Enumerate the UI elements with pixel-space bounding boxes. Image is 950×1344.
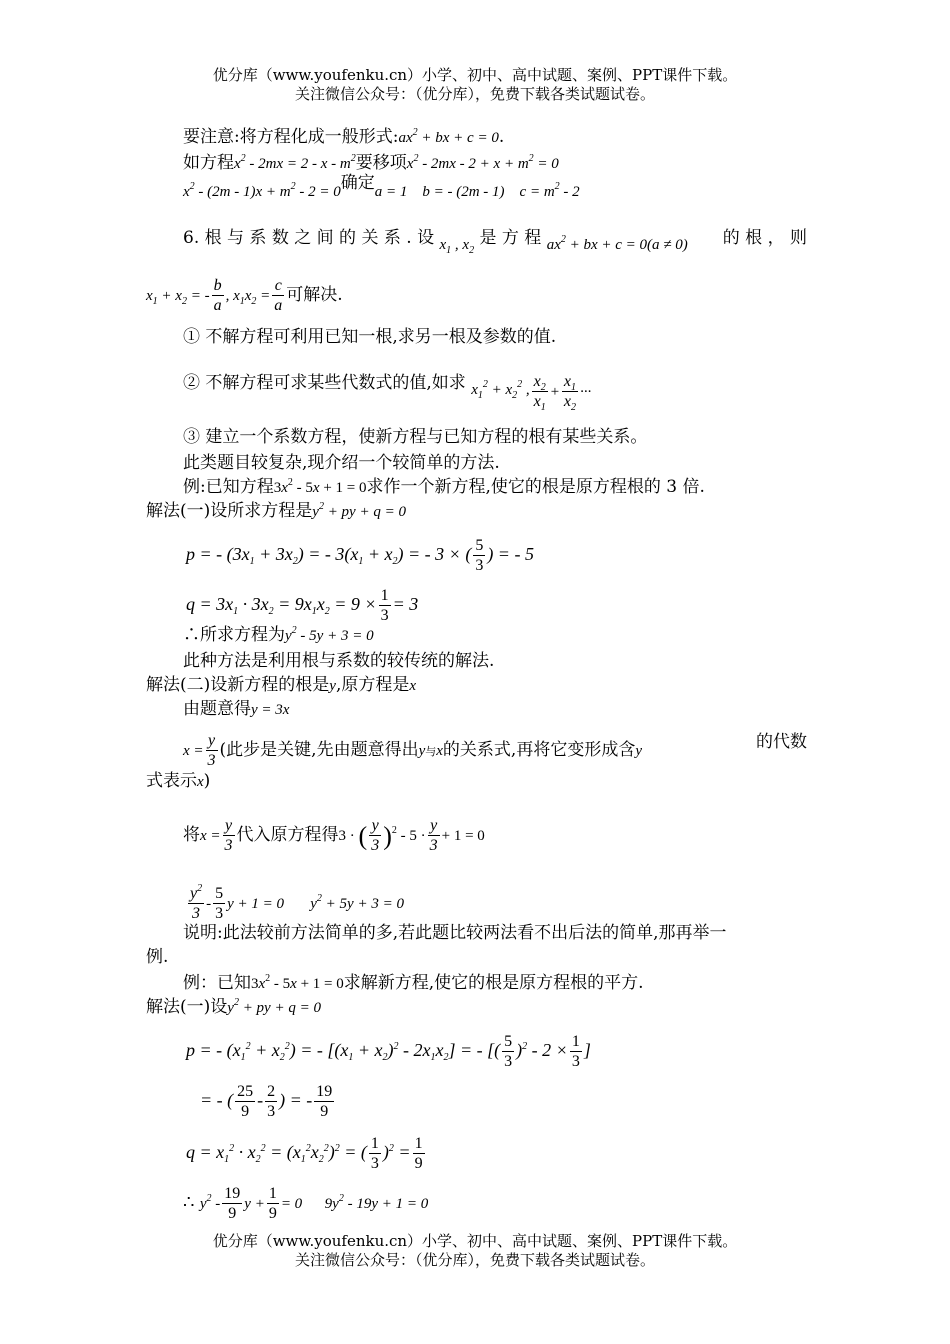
fraction: $\frac{19}{9}$ — [316, 1083, 333, 1120]
fraction: $\frac{b}{a}$ — [213, 277, 222, 314]
header-line-2: 关注微信公众号：（优分库），免费下载各类试题试卷。 — [294, 85, 655, 103]
formula: $y^2$ + py + q = 0 — [312, 501, 406, 520]
line-example-word: 例. — [146, 947, 169, 967]
formula: $q = 3x_1 \cdot 3x_2 = 9x_1x_2 = 9$ × — [186, 594, 377, 617]
formula: $x^2 - 2mx - 2 + x + m^2 = 0$ — [406, 153, 559, 172]
formula: $y^2 - 5y + 3 = 0$ — [285, 625, 374, 644]
header-line-1: 优分库（www.youfenku.cn）小学、初中、高中试题、案例、PPT课件下载。 — [212, 66, 738, 84]
formula: p = - $(3x_1 + 3x_2)$ = - $3(x_1 + x_2)$ = - 3 × ( — [186, 544, 472, 567]
formula: $y^2$ - — [199, 1193, 221, 1212]
fraction: $\frac{25}{9}$ — [237, 1083, 254, 1120]
formula: )$^2$ - 2 × — [516, 1040, 568, 1060]
line-example-equation: 如方程$x^2 - 2mx = 2 - x - m^2$要移项$x^2 - 2mx - 2 + x + m^2 = 0$ — [183, 153, 559, 173]
footer-line-1: 优分库（www.youfenku.cn）小学、初中、高中试题、案例、PPT课件下载。 — [212, 1232, 738, 1250]
fraction: $\frac{y}{3}$ — [224, 817, 233, 854]
fraction: $\frac{1}{9}$ — [268, 1185, 277, 1222]
line-result-1: ∴所求方程为$y^2 - 5y + 3 = 0$ — [183, 625, 374, 645]
footer-line-2: 关注微信公众号：（优分库），免费下载各类试题试卷。 — [294, 1251, 655, 1269]
formula: a = 1 b = - (2m - 1) $c = m^2 - 2$ — [374, 181, 580, 200]
page-footer — [0, 1232, 950, 1270]
formula: $x^2 - (2m - 1)x + m^2 - 2 = 0$ — [183, 181, 341, 200]
line-point-2: ② 不解方程可求某些代数式的值,如求 $x_1^2 + x_2^2$ , $\frac{x_2}{x_1}$ + $\frac{x_1}{x_2}$ ··· — [183, 373, 592, 413]
fraction: $\frac{1}{3}$ — [370, 1135, 379, 1172]
line-y-equals: 由题意得y = 3x — [183, 699, 290, 719]
formula: $x_1$ , $x_2$ — [439, 237, 475, 256]
formula: y + 1 = 0 $y^2 + 5y + 3 = 0$ — [227, 893, 404, 912]
line-solution-3: 解法(一)设$y^2$ + py + q = 0 — [146, 997, 321, 1017]
formula: $x_1 + x_2$ = - — [146, 288, 210, 307]
line-p-result-2: = - ( $\frac{25}{9}$ - $\frac{2}{3}$ ) = - $\frac{19}{9}$ — [200, 1083, 333, 1120]
fraction: $\frac{x_1}{x_2}$ — [563, 373, 577, 413]
formula: ) = - 5 — [487, 544, 534, 564]
fraction: $\frac{5}{3}$ — [475, 537, 484, 574]
line-q-calc — [186, 586, 418, 625]
line-p-calc — [186, 536, 534, 575]
line-express-x: 式表示x) — [146, 771, 211, 791]
formula: $ax^2$ + bx + c = 0(a ≠ 0) — [546, 234, 688, 253]
formula: $x_1^2 + x_2^2$ , — [471, 379, 530, 401]
formula: + 1 = 0 — [441, 828, 485, 844]
line-simplified: $\frac{y^2}{3}$ - $\frac{5}{3}$ y + 1 = 0 $y^2 + 5y + 3 = 0$ — [190, 883, 404, 922]
formula: x = — [200, 828, 221, 844]
line-point-1: ① 不解方程可利用已知一根,求另一根及参数的值. — [183, 327, 557, 347]
line-point-3: ③ 建立一个系数方程，使新方程与已知方程的根有某些关系。 — [183, 427, 648, 447]
line-explanation: 说明:此法较前方法简单的多,若此题比较两法看不出后法的简单,那再举一 — [183, 923, 727, 943]
line-p-calc-2: p = - $(x_1^2 + x_2^2)$ = - $[(x_1 + x_2)^2 - 2x_1x_2]$ = - [( $\frac{5}{3}$ )$^2$ - 2 × $\frac{1}{3}$ ] — [186, 1033, 591, 1070]
fraction: $\frac{y}{3}$ — [207, 732, 216, 769]
formula: = 3 — [392, 594, 419, 614]
formula: + — [549, 384, 560, 400]
fraction: $\frac{x_2}{x_1}$ — [533, 373, 546, 413]
fraction: $\frac{c}{a}$ — [274, 277, 283, 314]
formula: )$^2$ - 5 · — [383, 821, 426, 851]
formula: y = 3x — [251, 702, 290, 718]
fraction: $\frac{y}{3}$ — [371, 817, 380, 854]
fraction: $\frac{y}{3}$ — [429, 817, 438, 854]
line-x-equals: x = $\frac{y}{3}$ (此步是关键,先由题意得出y与x的关系式,再将它变形成含y 的代数 — [183, 732, 807, 769]
line-q-calc-2: $q = x_1^2 \cdot x_2^2 = (x_1^2x_2^2)^2$ = ( $\frac{1}{3}$ )$^2$ = $\frac{1}{9}$ — [186, 1135, 423, 1172]
line-vieta-formulas: $x_1 + x_2$ = - $\frac{b}{a}$ , $x_1x_2$ = $\frac{c}{a}$ 可解决. — [146, 277, 343, 314]
formula: $q = x_1^2 \cdot x_2^2 = (x_1^2x_2^2)^2$ = ( — [186, 1142, 367, 1165]
formula: $3x^2 - 5x + 1 = 0$ — [251, 973, 344, 992]
formula: $ax^2$ + bx + c = 0 — [398, 127, 499, 146]
formula: p = - $(x_1^2 + x_2^2)$ = - $[(x_1 + x_2)^2 - 2x_1x_2]$ = - [( — [186, 1040, 501, 1063]
formula: $3x^2 - 5x + 1 = 0$ — [273, 477, 367, 496]
fraction: $\frac{19}{9}$ — [224, 1185, 241, 1222]
fraction: $\frac{1}{3}$ — [380, 587, 389, 624]
line-result-2: ∴ $y^2$ - $\frac{19}{9}$ y + $\frac{1}{9}$ = 0 $9y^2 - 19y + 1 = 0$ — [183, 1185, 429, 1222]
line-solution-2: 解法(二)设新方程的根是y,原方程是x — [146, 675, 417, 695]
formula: , $x_1x_2$ = — [225, 288, 271, 307]
formula: $y^2$ + py + q = 0 — [227, 997, 321, 1016]
line-example-2: 例：已知$3x^2 - 5x + 1 = 0$求解新方程,使它的根是原方程根的平方. — [183, 973, 644, 993]
line-substitute: 将x = $\frac{y}{3}$ 代入原方程得3 · ( $\frac{y}{3}$ )$^2$ - 5 · $\frac{y}{3}$ + 1 = 0 — [183, 817, 485, 854]
fraction: $\frac{5}{3}$ — [504, 1033, 513, 1070]
formula: 3 · ( — [338, 821, 368, 851]
line-general-form: 要注意:将方程化成一般形式$:ax^2$ + bx + c = 0. — [183, 127, 505, 147]
line-determine-coefficients: $x^2 - (2m - 1)x + m^2 - 2 = 0$确定a = 1 b = - (2m - 1) $c = m^2 - 2$ — [183, 173, 580, 200]
formula: x = — [183, 743, 204, 759]
formula: = 0 $9y^2 - 19y + 1 = 0$ — [280, 1193, 429, 1212]
line-example-1: 例:已知方程$3x^2 - 5x + 1 = 0$求作一个新方程,使它的根是原方程根的 3 倍. — [183, 477, 705, 497]
fraction: $\frac{1}{3}$ — [571, 1033, 580, 1070]
line-vieta-intro: 6. 根 与 系 数 之 间 的 关 系 . 设 $x_1$ , $x_2$ 是 方 程 $ax^2$ + bx + c = 0(a ≠ 0) 的 根 ， 则 — [183, 228, 807, 256]
line-traditional: 此种方法是利用根与系数的较传统的解法. — [183, 651, 495, 671]
page-header — [0, 66, 950, 104]
fraction: $\frac{2}{3}$ — [267, 1083, 276, 1120]
formula: $x^2 - 2mx = 2 - x - m^2$ — [234, 153, 356, 172]
line-solution-1: 解法(一)设所求方程是$y^2$ + py + q = 0 — [146, 501, 406, 521]
line-method-intro: 此类题目较复杂,现介绍一个较简单的方法. — [183, 453, 500, 473]
fraction: $\frac{5}{3}$ — [215, 885, 224, 922]
fraction: $\frac{y^2}{3}$ — [190, 883, 203, 922]
ellipsis: ··· — [580, 384, 592, 400]
fraction: $\frac{1}{9}$ — [414, 1135, 423, 1172]
